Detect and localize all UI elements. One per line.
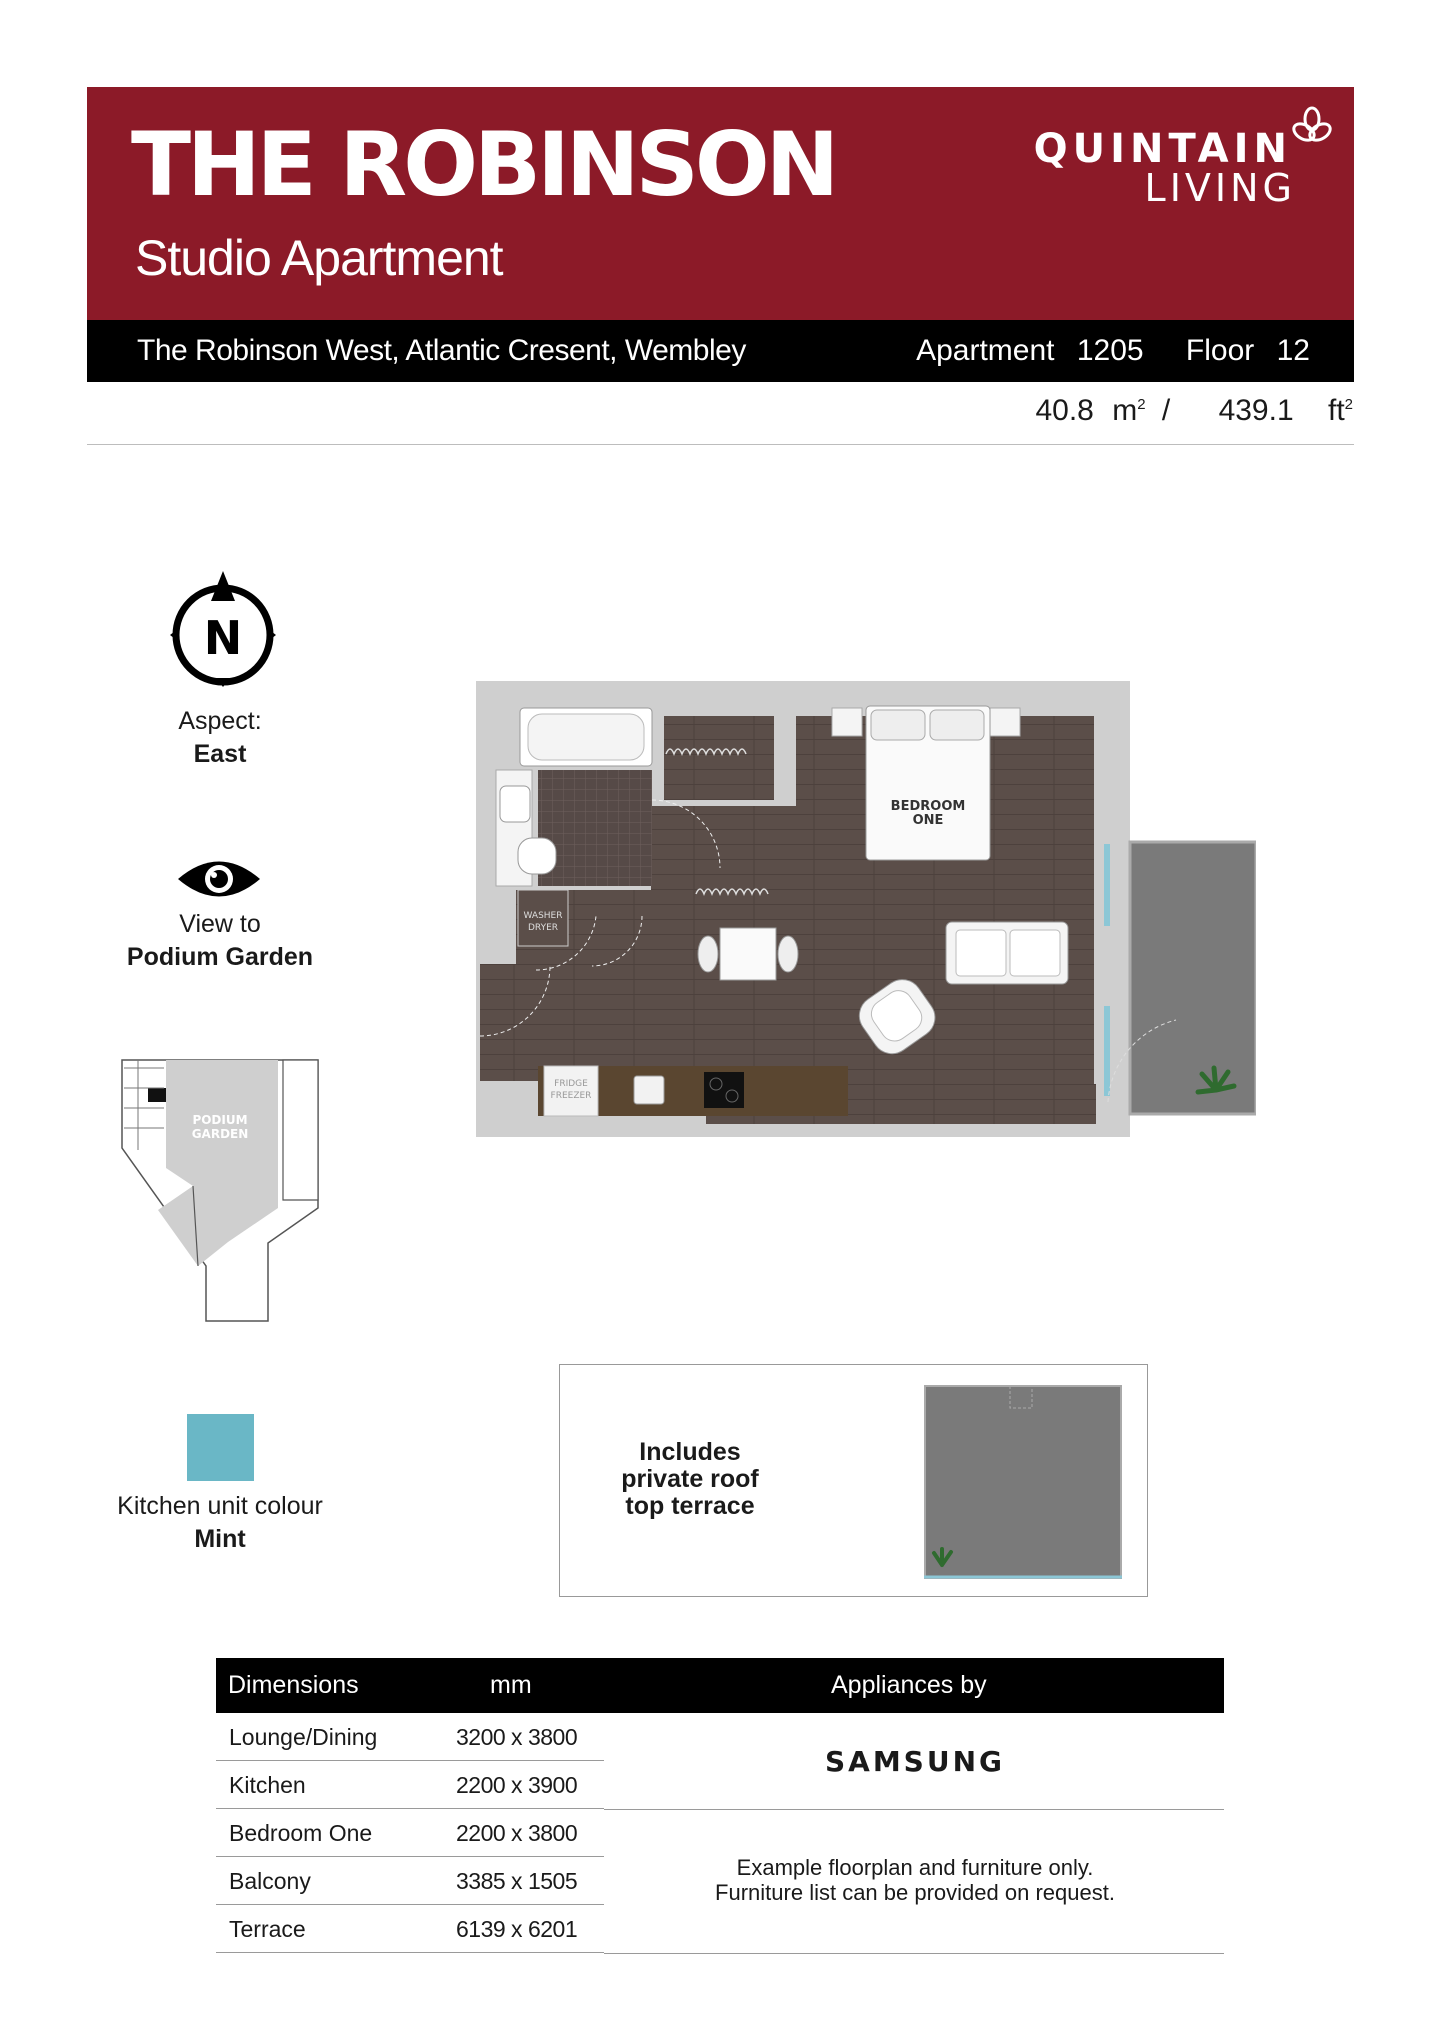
room-size: 3200 x 3800 [456,1724,578,1750]
table-row [216,1761,604,1809]
dimensions-header-unit: mm [490,1671,532,1699]
terrace-line-1: Includes [639,1438,741,1466]
trefoil-logo-icon [1290,105,1334,149]
bedroom-label-1: BEDROOM [890,799,966,814]
room-name: Balcony [229,1868,311,1894]
floor-label: Floor [1185,334,1255,367]
apartment-type: Studio Apartment [135,230,503,286]
room-size: 6139 x 6201 [456,1916,578,1942]
area-sqm: 40.8 [1035,394,1094,427]
brand-subname: LIVING [1144,166,1296,210]
disclaimer-line-2: Furniture list can be provided on request. [715,1880,1115,1905]
eye-icon [176,856,262,902]
apartment-number: 1205 [1076,334,1144,367]
squared-superscript: 2 [1137,396,1146,413]
terrace-floorplan [924,1385,1122,1579]
view-block [70,908,370,974]
disclaimer-line-1: Example floorplan and furniture only. [736,1855,1094,1880]
kitchen-colour-block [70,1490,370,1556]
apartment-floor-info [916,334,1310,368]
building-title: THE ROBINSON [131,113,836,216]
room-name: Lounge/Dining [229,1724,378,1750]
view-value: Podium Garden [126,943,314,971]
site-plan-map [118,1058,322,1328]
room-name: Bedroom One [229,1820,373,1846]
aspect-label: Aspect: [178,707,262,735]
aspect-value: East [193,740,247,768]
floor-number: 12 [1276,334,1310,367]
podium-label-2: GARDEN [191,1127,249,1141]
table-row [216,1713,604,1761]
table-row [216,1857,604,1905]
fridge-label-1: FRIDGE [554,1079,588,1089]
podium-label-1: PODIUM [192,1113,248,1127]
kitchen-colour-label: Kitchen unit colour [117,1492,323,1520]
samsung-logo: SAMSUNG [824,1745,1006,1778]
room-size: 2200 x 3900 [456,1772,578,1798]
roof-terrace-panel [559,1364,1148,1597]
divider [87,444,1354,445]
bedroom-label-2: ONE [912,813,944,828]
apartment-marker [148,1088,166,1102]
terrace-line-3: top terrace [625,1492,755,1520]
compass-letter: N [203,611,243,665]
floor-area [1035,394,1353,428]
fridge-label-2: FREEZER [550,1091,592,1101]
address-bar [87,320,1354,382]
divider [604,1809,1224,1810]
divider [604,1953,1224,1954]
area-sqm-unit: m [1112,394,1138,427]
apartment-label: Apartment [916,334,1055,367]
dimensions-header-label: Dimensions [228,1671,359,1699]
terrace-caption [610,1439,770,1520]
compass-icon [166,567,280,687]
brand-name: QUINTAIN [1033,126,1292,172]
area-separator: / [1161,394,1171,427]
terrace-line-2: private roof [621,1465,759,1493]
room-name: Kitchen [229,1772,306,1798]
address: The Robinson West, Atlantic Cresent, Wembley [137,334,746,367]
dimensions-header [216,1658,1224,1713]
aspect-block [70,705,370,771]
header-banner [87,87,1354,320]
brand-logo [1033,126,1296,210]
table-row [216,1809,604,1857]
room-size: 2200 x 3800 [456,1820,578,1846]
area-sqft-unit: ft [1327,394,1345,427]
floorplan-drawing [476,680,1256,1138]
view-label: View to [179,910,261,938]
room-name: Terrace [229,1916,306,1942]
washer-label-1: WASHER [523,911,563,921]
appliances-header-label: Appliances by [831,1671,987,1699]
disclaimer-note [660,1855,1170,1905]
squared-superscript: 2 [1344,396,1353,413]
room-size: 3385 x 1505 [456,1868,578,1894]
kitchen-colour-swatch [187,1414,254,1481]
area-sqft: 439.1 [1218,394,1294,427]
kitchen-colour-value: Mint [194,1525,246,1553]
washer-label-2: DRYER [527,923,559,933]
table-row [216,1905,604,1953]
